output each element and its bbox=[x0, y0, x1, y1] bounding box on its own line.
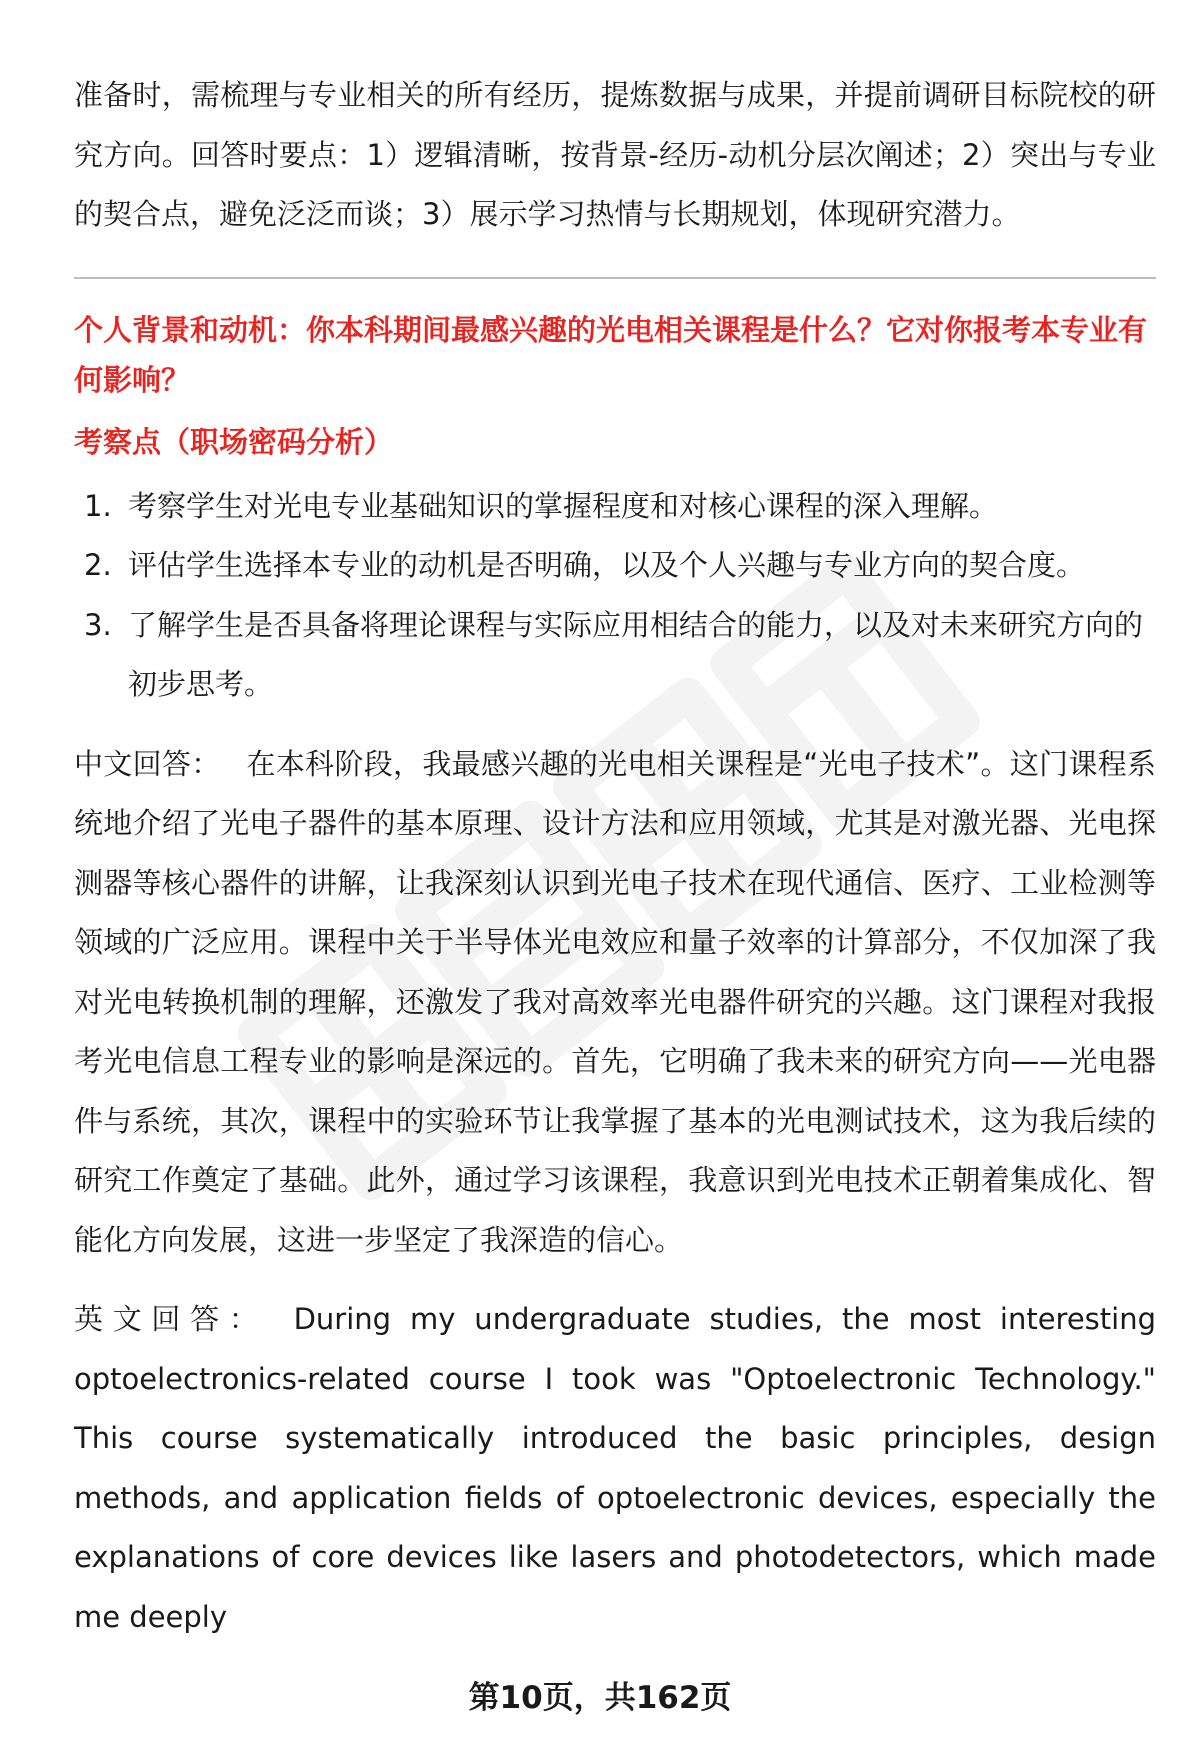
list-item bbox=[74, 596, 1156, 715]
list-item-text: 评估学生选择本专业的动机是否明确，以及个人兴趣与专业方向的契合度。 bbox=[128, 548, 1086, 582]
section-divider bbox=[74, 277, 1156, 279]
chinese-answer-label: 中文回答： bbox=[74, 746, 221, 781]
english-answer bbox=[74, 1290, 1156, 1647]
chinese-answer-text: 在本科阶段，我最感兴趣的光电相关课程是“光电子技术”。这门课程系统地介绍了光电子器件的基本原理、设计方法和应用领域，尤其是对激光器、光电探测器等核心器件的讲解，让我深刻认识到光电子技术在现代通信、医疗、工业检测等领域的广泛应用。课程中关于半导体光电效应和量子效率的计算部分，不仅加深了我对光电转换机制的理解，还激发了我对高效率光电器件研究的兴趣。这门课程对我报考光电信息工程专业的影响是深远的。首先，它明确了我未来的研究方向——光电器件与系统，其次，课程中的实验环节让我掌握了基本的光电测试技术，这为我后续的研究工作奠定了基础。此外，通过学习该课程，我意识到光电技术正朝着集成化、智能化方向发展，这进一步坚定了我深造的信心。 bbox=[74, 746, 1156, 1257]
english-answer-label: 英文回答： bbox=[74, 1302, 268, 1336]
list-item-text: 了解学生是否具备将理论课程与实际应用相结合的能力，以及对未来研究方向的初步思考。 bbox=[128, 607, 1144, 701]
document-page bbox=[74, 66, 1156, 1647]
intro-paragraph: 准备时，需梳理与专业相关的所有经历，提炼数据与成果，并提前调研目标院校的研究方向。回答时要点：1）逻辑清晰，按背景-经历-动机分层次阐述；2）突出与专业的契合点，避免泛泛而谈；3）展示学习热情与长期规划，体现研究潜力。 bbox=[74, 78, 1156, 231]
list-item-text: 考察学生对光电专业基础知识的掌握程度和对核心课程的深入理解。 bbox=[128, 488, 999, 523]
english-answer-text: During my undergraduate studies, the most interesting optoelectronics-related course I took was "Optoelectronic Technology." This course systematically introduced the basic principles, design methods, and application fields of optoelectronic devices, especially the explanations of core devices like lasers and photodetectors, which made me deeply bbox=[74, 1302, 1156, 1634]
page-number-footer: 第10页，共162页 bbox=[468, 1680, 732, 1716]
list-item bbox=[74, 536, 1156, 596]
list-number: 2. bbox=[84, 548, 112, 582]
question-heading: 个人背景和动机：你本科期间最感兴趣的光电相关课程是什么？它对你报考本专业有何影响？ bbox=[74, 312, 1148, 397]
chinese-answer bbox=[74, 735, 1156, 1271]
list-number: 3. bbox=[84, 607, 112, 642]
list-item bbox=[74, 477, 1156, 537]
assessment-list bbox=[74, 477, 1156, 715]
list-number: 1. bbox=[84, 488, 112, 523]
assessment-heading: 考察点（职场密码分析） bbox=[74, 424, 394, 459]
